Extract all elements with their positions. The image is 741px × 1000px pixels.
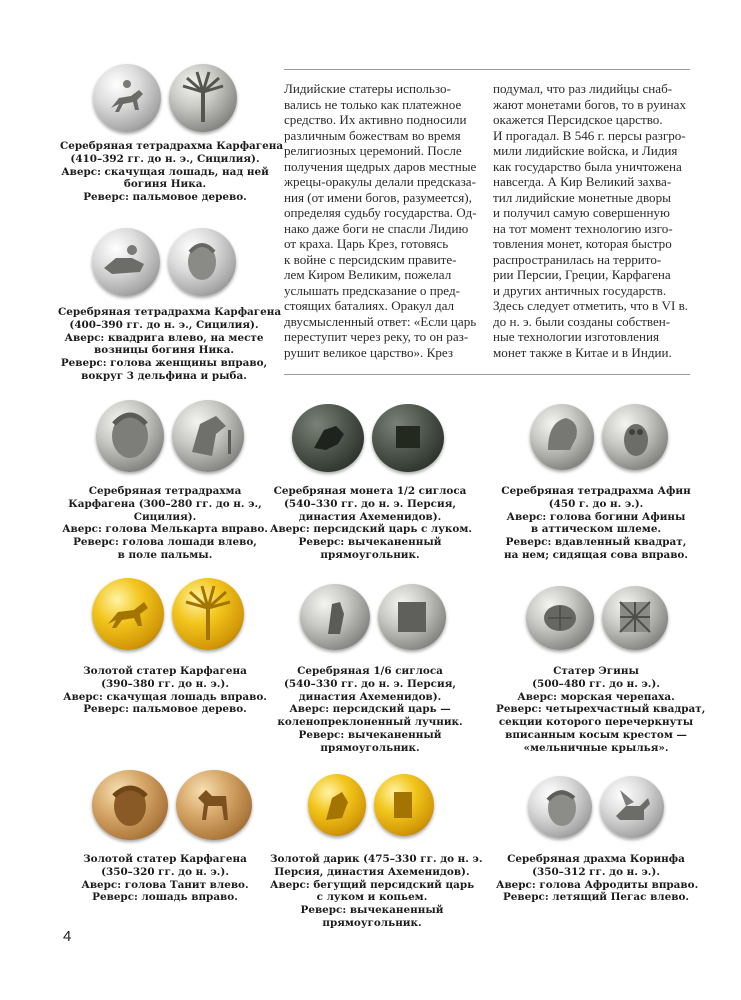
article-line: подумал, что раз лидийцы снаб- xyxy=(493,81,673,96)
coin-reverse-pegasus xyxy=(600,776,664,838)
article-line: до н. э. были созданы собствен- xyxy=(493,313,671,329)
caption-line: Серебряная монета 1/2 сиглоса xyxy=(273,485,467,497)
caption-line: Аверс: бегущий персидский царь xyxy=(270,878,475,891)
coin-obverse-archer xyxy=(292,404,364,472)
caption-line: Золотой дарик (475–330 гг. до н. э. xyxy=(270,853,483,865)
caption-line: (410–392 гг. до н. э., Сицилия). xyxy=(70,152,260,165)
caption-line: Аверс: голова Афродиты вправо. xyxy=(496,878,699,891)
article-line: двусмысленный ответ: «Если царь xyxy=(284,313,477,329)
coin-caption-aegina-stater xyxy=(496,665,706,755)
caption-line: прямоугольник. xyxy=(320,548,420,561)
caption-line: прямоугольник. xyxy=(322,916,422,929)
caption-line: прямоугольник. xyxy=(320,741,420,754)
article-line: Здесь следует отметить, что в VI в. xyxy=(493,298,689,313)
caption-line: (500–480 гг. до н. э.). xyxy=(532,677,660,690)
caption-line: богиня Ника. xyxy=(123,178,207,191)
article-line: рии Персии, Греции, Карфагена xyxy=(493,267,671,282)
coin-caption-carthage-gold-stater-390 xyxy=(60,665,270,716)
article-line: получения щедрых даров местные xyxy=(284,158,477,174)
article-top-rule xyxy=(284,69,690,70)
coin-images-carthage-tetradrachm-410 xyxy=(93,64,237,132)
caption-line: (540–330 гг. до н. э. Персия, xyxy=(284,497,456,510)
coin-images-gold-daric xyxy=(308,774,434,836)
article-line: от краха. Царь Крез, готовясь xyxy=(284,236,449,251)
caption-line: «мельничные крылья». xyxy=(523,741,669,754)
caption-line: Реверс: голова лошади влево, xyxy=(73,536,257,549)
caption-line: Реверс: вдавленный квадрат, xyxy=(505,536,687,549)
caption-line: Реверс: вычеканенный xyxy=(300,904,444,917)
coin-obverse-aphrodite-head xyxy=(528,776,592,838)
coin-obverse-kneeling-archer xyxy=(300,584,370,650)
coin-reverse-incuse-gold xyxy=(374,774,434,836)
article-line: определяя судьбу государства. Од- xyxy=(284,205,477,220)
caption-line: на нем; сидящая сова вправо. xyxy=(504,548,688,561)
coin-images-carthage-tetradrachm-300 xyxy=(96,400,244,472)
coin-caption-gold-daric xyxy=(270,853,483,930)
caption-line: Реверс: вычеканенный xyxy=(298,536,442,549)
caption-line: Серебряная драхма Коринфа xyxy=(507,853,685,865)
caption-line: Аверс: голова богини Афины xyxy=(506,510,686,523)
coin-obverse-running-king xyxy=(308,774,366,836)
caption-line: в аттическом шлеме. xyxy=(530,523,662,536)
caption-line: Статер Эгины xyxy=(553,665,639,677)
article-line: жают монетами богов, то в руинах xyxy=(493,96,687,112)
article-line: стоящих баталиях. Оракул дал xyxy=(284,298,455,313)
article-line: монет также в Китае и в Индии. xyxy=(493,344,672,360)
coin-reverse-female-head xyxy=(168,228,236,296)
article-line: И прогадал. В 546 г. персы разгро- xyxy=(493,127,686,143)
caption-line: Реверс: пальмовое дерево. xyxy=(83,703,247,716)
article-line: к войне с персидским правите- xyxy=(284,251,457,267)
coin-reverse-standing-horse xyxy=(176,770,252,840)
coin-reverse-incuse-rectangle xyxy=(378,584,446,650)
caption-line: Аверс: голова Танит влево. xyxy=(81,878,249,891)
coin-caption-corinth-drachm xyxy=(496,853,699,904)
article-line: на тот момент технологию изго- xyxy=(493,220,673,236)
caption-line: Сицилия). xyxy=(133,510,197,523)
caption-line: Аверс: голова Мелькарта вправо. xyxy=(62,523,268,536)
caption-line: Серебряная тетрадрахма Карфагена xyxy=(60,140,284,152)
caption-line: династия Ахеменидов). xyxy=(298,690,442,703)
coin-caption-siglos-half xyxy=(270,485,470,562)
caption-line: (450 г. до н. э.). xyxy=(548,497,644,510)
article-line: товления монет, которая быстро xyxy=(493,236,672,251)
caption-line: (350–320 гг. до н. э.). xyxy=(101,865,229,878)
coin-images-athens-tetradrachm xyxy=(530,404,668,470)
coin-images-carthage-gold-stater-350 xyxy=(92,770,252,840)
coin-images-siglos-half xyxy=(292,404,444,472)
coin-caption-carthage-tetradrachm-410 xyxy=(60,140,284,204)
article-line: ния (от имени богов, разумеется), xyxy=(284,189,472,205)
article-line: мили лидийские войска, и Лидия xyxy=(493,143,678,158)
coin-reverse-mill-sail xyxy=(602,586,668,650)
article-line: окажется Персидское царство. xyxy=(493,112,663,127)
coin-images-corinth-drachm xyxy=(528,776,664,838)
article-line: тил лидийские монетные дворы xyxy=(493,189,671,205)
coin-reverse-palm-tree-gold xyxy=(172,578,244,650)
caption-line: вокруг 3 дельфина и рыба. xyxy=(81,369,247,382)
coin-reverse-horse-head xyxy=(172,400,244,472)
caption-line: Карфагена (300–280 гг. до н. э., xyxy=(68,497,262,510)
coin-caption-siglos-sixth xyxy=(270,665,470,755)
article-line: жрецы-оракулы делали предсказа- xyxy=(284,174,476,189)
article-line: различным божествам во время xyxy=(284,127,461,143)
coin-obverse-horse-nike xyxy=(93,64,161,132)
coin-images-aegina-stater xyxy=(526,586,668,650)
caption-line: Аверс: квадрига влево, на месте xyxy=(64,331,264,344)
coin-reverse-owl xyxy=(602,404,668,470)
coin-caption-carthage-tetradrachm-300 xyxy=(60,485,270,562)
caption-line: Реверс: четырехчастный квадрат, xyxy=(496,703,706,716)
caption-line: в поле пальмы. xyxy=(117,548,213,561)
caption-line: Золотой статер Карфагена xyxy=(83,853,247,865)
caption-line: Серебряная 1/6 сиглоса xyxy=(297,665,443,677)
coin-reverse-palm-tree xyxy=(169,64,237,132)
caption-line: Реверс: летящий Пегас влево. xyxy=(502,891,690,904)
caption-line: Серебряная тетрадрахма Карфагена xyxy=(58,306,282,318)
caption-line: (350–312 гг. до н. э.). xyxy=(532,865,660,878)
article-column-right xyxy=(493,81,688,360)
caption-line: Реверс: лошадь вправо. xyxy=(92,891,238,904)
article-line: ные технологии изготовления xyxy=(493,329,660,344)
caption-line: Реверс: пальмовое дерево. xyxy=(83,191,247,204)
coin-obverse-quadriga xyxy=(92,228,160,296)
caption-line: Серебряная тетрадрахма xyxy=(88,485,242,497)
caption-line: Персия, династия Ахеменидов). xyxy=(274,865,470,878)
caption-line: Аверс: скачущая лошадь, над ней xyxy=(61,165,269,178)
caption-line: коленопреклоненный лучник. xyxy=(277,716,463,729)
coin-obverse-tanit-head xyxy=(92,770,168,840)
page-number: 4 xyxy=(63,928,72,945)
caption-line: секции которого перечеркнуты xyxy=(498,716,694,729)
article-line: навсегда. А Кир Великий захва- xyxy=(493,174,672,189)
caption-line: Реверс: голова женщины вправо, xyxy=(60,357,268,370)
caption-line: Золотой статер Карфагена xyxy=(83,665,247,677)
coin-obverse-galloping-horse xyxy=(92,578,164,650)
article-line: нако даже боги не спасли Лидию xyxy=(284,220,469,236)
article-line: Лидийские статеры использо- xyxy=(284,81,451,96)
caption-line: Аверс: персидский царь с луком. xyxy=(270,523,472,536)
article-line: религиозных церемоний. После xyxy=(284,143,462,158)
caption-line: (540–330 гг. до н. э. Персия, xyxy=(284,677,456,690)
caption-line: (390–380 гг. до н. э.). xyxy=(101,677,229,690)
coin-obverse-athena xyxy=(530,404,594,470)
caption-line: династия Ахеменидов). xyxy=(298,510,442,523)
article-line: и получил самую совершенную xyxy=(493,205,670,220)
coin-caption-carthage-gold-stater-350 xyxy=(60,853,270,904)
article-line: и других античных государств. xyxy=(493,282,667,298)
caption-line: Аверс: морская черепаха. xyxy=(517,690,675,703)
article-line: переступит через реку, то он раз- xyxy=(284,329,469,344)
caption-line: (400–390 гг. до н. э., Сицилия). xyxy=(69,318,259,331)
article-bottom-rule xyxy=(284,374,690,375)
coin-caption-carthage-tetradrachm-400 xyxy=(58,306,282,383)
coin-obverse-sea-turtle xyxy=(526,586,594,650)
article-line: услышать предсказание о пред- xyxy=(284,282,460,298)
article-line: средство. Их активно подносили xyxy=(284,112,467,127)
article-line: лем Киром Великим, пожелал xyxy=(284,267,452,282)
coin-reverse-incuse xyxy=(372,404,444,472)
caption-line: возницы богиня Ника. xyxy=(93,344,234,357)
article-line: распространилась на террито- xyxy=(493,251,662,267)
article-column-left xyxy=(284,81,477,360)
caption-line: Серебряная тетрадрахма Афин xyxy=(501,485,691,497)
caption-line: Аверс: скачущая лошадь вправо. xyxy=(63,690,267,703)
caption-line: Аверс: персидский царь — xyxy=(289,703,451,716)
coin-images-siglos-sixth xyxy=(300,584,446,650)
article-line: вались не только как платежное xyxy=(284,96,462,112)
article-line: рушит великое царство». Крез xyxy=(284,344,454,360)
coin-obverse-melqart-head xyxy=(96,400,164,472)
caption-line: вписанным косым крестом — xyxy=(505,728,687,741)
coin-images-carthage-tetradrachm-400 xyxy=(92,228,236,296)
article-line: как государство была уничтожена xyxy=(493,158,682,174)
caption-line: Реверс: вычеканенный xyxy=(298,728,442,741)
coin-caption-athens-tetradrachm xyxy=(496,485,696,562)
caption-line: с луком и копьем. xyxy=(316,891,428,904)
coin-images-carthage-gold-stater-390 xyxy=(92,578,244,650)
